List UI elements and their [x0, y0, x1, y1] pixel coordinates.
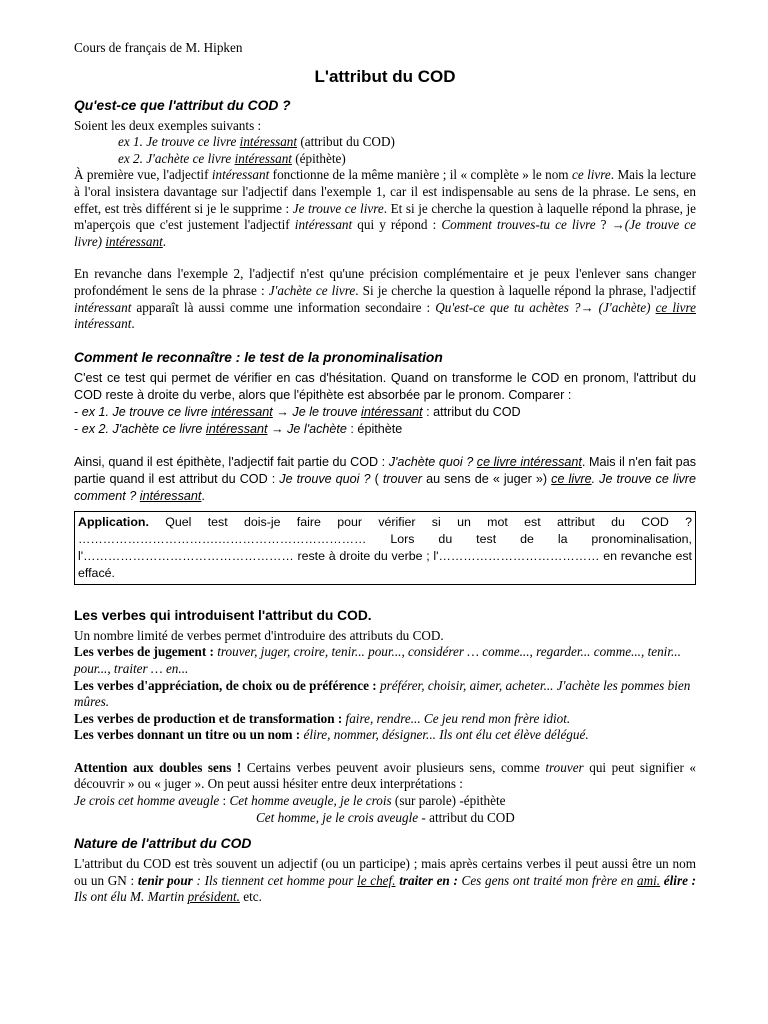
example-2: ex 2. J'achète ce livre intéressant (épithète) [118, 150, 346, 166]
test-explanation: C'est ce test qui permet de vérifier en cas d'hésitation. Quand on transforme le COD en pronom, l'attribut du COD reste à droite du verbe, alors que l'épithète est absorbée par le pronom. Comparer : [74, 370, 696, 402]
page-title: L'attribut du COD [314, 66, 456, 86]
examples-intro: Soient les deux exemples suivants : [74, 117, 262, 133]
double-meaning-warning: Attention aux doubles sens ! Certains verbes peuvent avoir plusieurs sens, comme trouver qui peut signifier « découvrir » ou « juger ». On peut aussi hésiter entre deux interprétations : [74, 759, 696, 792]
test-example-2: - ex 2. J'achète ce livre intéressant → Je l'achète : épithète [74, 421, 403, 436]
test-example-1: - ex 1. Je trouve ce livre intéressant → Je le trouve intéressant : attribut du COD [74, 404, 521, 419]
nature-paragraph: L'attribut du COD est très souvent un adjectif (ou un participe) ; mais après certains verbes il peut aussi être un nom ou un GN : tenir pour : Ils tiennent cet homme pour le chef. traiter en : Ces gens ont traité mon frère en ami. élire : Ils ont élu M. Martin président. etc. [74, 856, 697, 905]
double-meaning-example-1: Je crois cet homme aveugle : Cet homme aveugle, je le crois (sur parole) -épithète [74, 793, 506, 809]
verbs-naming: Les verbes donnant un titre ou un nom : élire, nommer, désigner... Ils ont élu cet élève délégué. [74, 727, 589, 743]
application-exercise-box: Application. Quel test dois-je faire pour vérifier si un mot est attribut du COD ? …………………………….……………………………… Lors du test de la pronominalisation, l'…………………………………………… reste à droite du verbe ; l'………………………………… en revanche est effacé. [74, 511, 696, 585]
verbs-production: Les verbes de production et de transformation : faire, rendre... Ce jeu rend mon frère idiot. [74, 710, 571, 726]
section-heading-nature: Nature de l'attribut du COD [74, 836, 252, 852]
course-header: Cours de français de M. Hipken [74, 40, 243, 55]
double-meaning-example-2: Cet homme, je le crois aveugle - attribut du COD [256, 809, 515, 825]
section-heading-definition: Qu'est-ce que l'attribut du COD ? [74, 97, 291, 113]
section-heading-verbs: Les verbes qui introduisent l'attribut du COD. [74, 607, 372, 623]
example-1: ex 1. Je trouve ce livre intéressant (attribut du COD) [118, 134, 395, 150]
verbs-appreciation: Les verbes d'appréciation, de choix ou de préférence : préférer, choisir, aimer, acheter... J'achète les pommes bien mûres. [74, 677, 691, 710]
verbs-intro: Un nombre limité de verbes permet d'introduire des attributs du COD. [74, 627, 444, 643]
paragraph-analysis-1: À première vue, l'adjectif intéressant fonctionne de la même manière ; il « complète » le nom ce livre. Mais la lecture à l'oral insistera davantage sur l'adjectif dans l'exemple 1, car il est indispensable au sens de la phrase. Le sens, en effet, est très différent si je le supprime : Je trouve ce livre. Et si je cherche la question à laquelle répond la phrase, je m'aperçois que c'est justement l'adjectif intéressant qui y répond : Comment trouves-tu ce livre ? →(Je trouve ce livre) intéressant. [74, 167, 697, 249]
section-heading-test: Comment le reconnaître : le test de la pronominalisation [74, 349, 443, 365]
document-page [74, 40, 696, 906]
verbs-judgement: Les verbes de jugement : trouver, juger, croire, tenir... pour..., considérer … comme..., regarder... comme..., tenir... pour..., traiter … en... [74, 644, 681, 676]
paragraph-analysis-2: En revanche dans l'exemple 2, l'adjectif n'est qu'une précision complémentaire et je peux l'enlever sans changer profondément le sens de la phrase : J'achète ce livre. Si je cherche la question à laquelle répond la phrase, l'adjectif intéressant apparaît là aussi comme une information secondaire : Qu'est-ce que tu achètes ?→ (J'achète) ce livre intéressant. [74, 266, 696, 332]
test-conclusion: Ainsi, quand il est épithète, l'adjectif fait partie du COD : J'achète quoi ? ce livre intéressant. Mais il n'en fait pas partie quand il est attribut du COD : Je trouve quoi ? ( trouver au sens de « juger ») ce livre. Je trouve ce livre comment ? intéressant. [74, 454, 696, 503]
